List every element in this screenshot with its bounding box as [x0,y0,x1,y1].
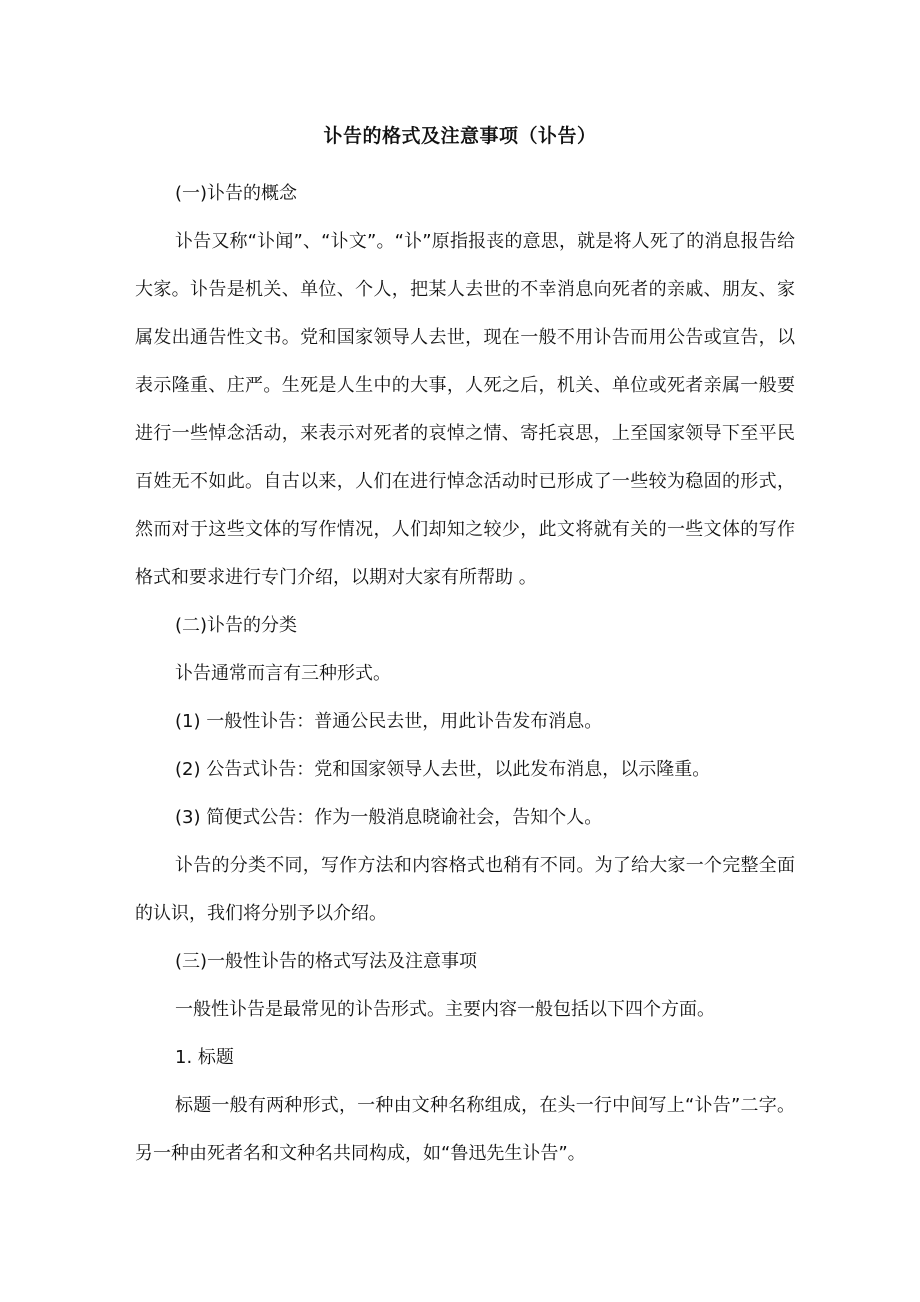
heading-classification: (二)讣告的分类 [175,615,298,636]
paragraph-general-format: 一般性讣告是最常见的讣告形式。主要内容一般包括以下四个方面。 [175,999,715,1020]
paragraph-three-forms: 讣告通常而言有三种形式。 [175,663,391,684]
document-title: 讣告的格式及注意事项（讣告） [323,125,597,147]
subheading-title: 1. 标题 [175,1047,234,1068]
document-body [135,170,795,1178]
list-item-general-obituary: (1) 一般性讣告：普通公民去世，用此讣告发布消息。 [175,711,603,732]
paragraph-title-forms: 标题一般有两种形式，一种由文种名称组成，在头一行中间写上“讣告”二字。另一种由死者名和文种名共同构成，如“鲁迅先生讣告”。 [135,1095,795,1164]
list-item-simple-notice: (3) 简便式公告：作为一般消息晓谕社会，告知个人。 [175,807,603,828]
list-item-announcement-obituary: (2) 公告式讣告：党和国家领导人去世，以此发布消息，以示隆重。 [175,759,711,780]
heading-concept: (一)讣告的概念 [175,183,298,204]
paragraph-definition: 讣告又称“讣闻”、“讣文”。“讣”原指报丧的意思，就是将人死了的消息报告给大家。讣告是机关、单位、个人，把某人去世的不幸消息向死者的亲戚、朋友、家属发出通告性文书。党和国家领导人去世，现在一般不用讣告而用公告或宣告，以表示隆重、庄严。生死是人生中的大事，人死之后，机关、单位或死者亲属一般要进行一些悼念活动，来表示对死者的哀悼之情、寄托哀思，上至国家领导下至平民百姓无不如此。自古以来，人们在进行悼念活动时已形成了一些较为稳固的形式，然而对于这些文体的写作情况，人们却知之较少，此文将就有关的一些文体的写作格式和要求进行专门介绍，以期对大家有所帮助 。 [135,231,795,588]
paragraph-classification-note: 讣告的分类不同，写作方法和内容格式也稍有不同。为了给大家一个完整全面的认识，我们将分别予以介绍。 [135,855,795,924]
heading-general-format: (三)一般性讣告的格式写法及注意事项 [175,951,478,972]
